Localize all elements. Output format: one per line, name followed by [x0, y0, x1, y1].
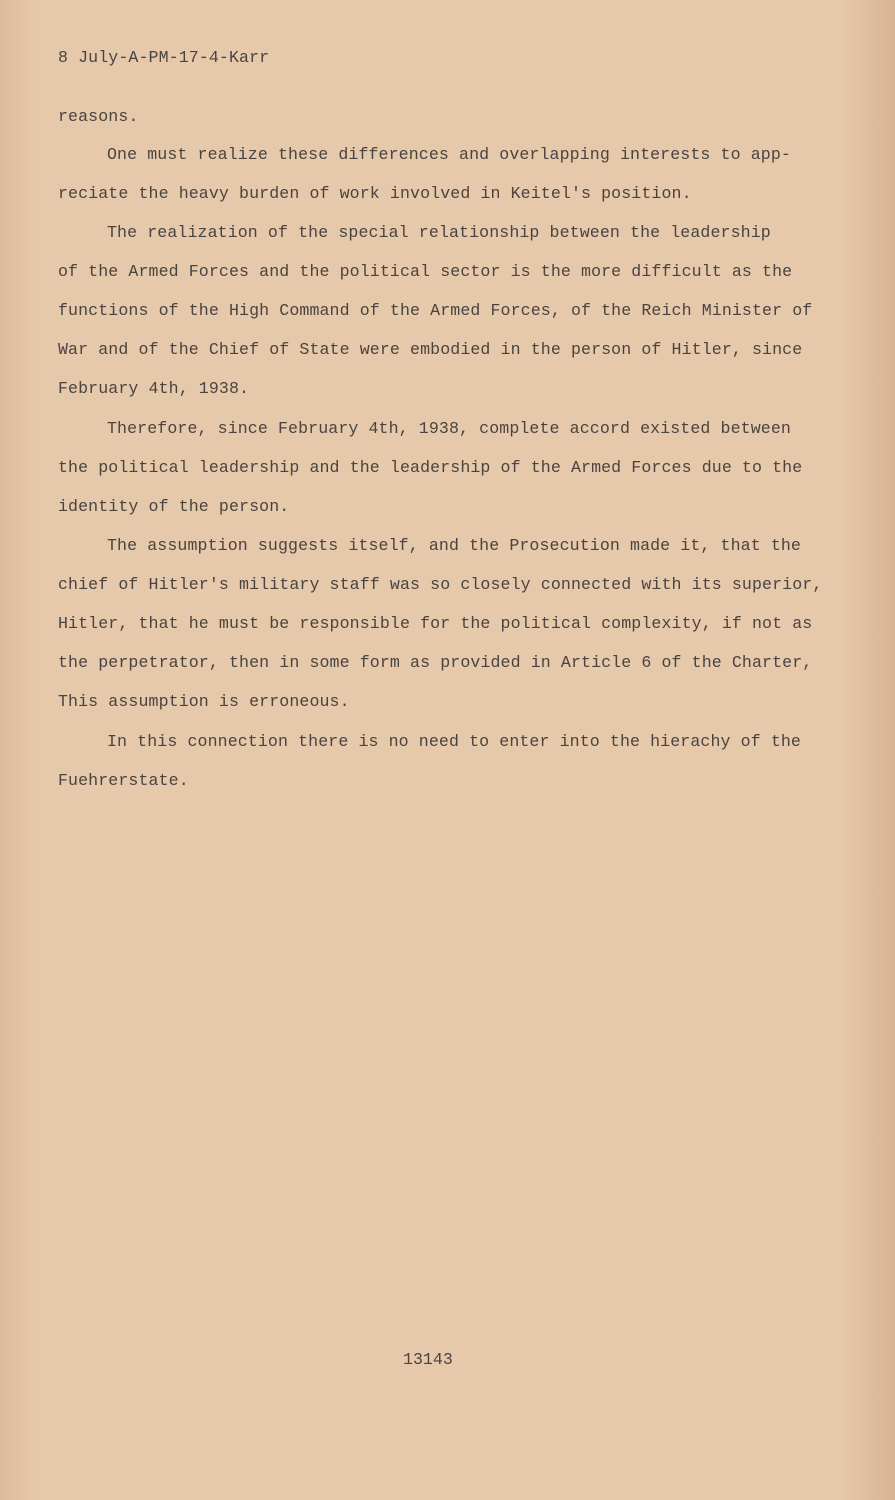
text-line: Hitler, that he must be responsible for the political complexity, if not as	[58, 614, 813, 633]
text-line: the perpetrator, then in some form as provided in Article 6 of the Charter,	[58, 653, 813, 672]
text-line: functions of the High Command of the Armed Forces, of the Reich Minister of	[58, 301, 813, 320]
text-line: the political leadership and the leadership of the Armed Forces due to the	[58, 458, 803, 477]
text-line: chief of Hitler's military staff was so closely connected with its superior,	[58, 575, 823, 594]
page-header: 8 July-A-PM-17-4-Karr	[58, 48, 270, 67]
text-line: of the Armed Forces and the political sector is the more difficult as the	[58, 262, 793, 281]
text-line: reasons.	[58, 107, 139, 126]
text-line: reciate the heavy burden of work involved in Keitel's position.	[58, 184, 692, 203]
text-line: This assumption is erroneous.	[58, 692, 350, 711]
text-line: February 4th, 1938.	[58, 379, 250, 398]
paragraph-start: The assumption suggests itself, and the Prosecution made it, that the	[107, 536, 801, 555]
paragraph-start: One must realize these differences and overlapping interests to app-	[107, 145, 791, 164]
text-line: identity of the person.	[58, 497, 290, 516]
text-line: Fuehrerstate.	[58, 771, 189, 790]
paragraph-start: In this connection there is no need to enter into the hierachy of the	[107, 732, 801, 751]
paragraph-start: The realization of the special relationship between the leadership	[107, 223, 771, 242]
text-line: War and of the Chief of State were embodied in the person of Hitler, since	[58, 340, 803, 359]
paragraph-start: Therefore, since February 4th, 1938, complete accord existed between	[107, 419, 791, 438]
page-number: 13143	[403, 1350, 453, 1369]
